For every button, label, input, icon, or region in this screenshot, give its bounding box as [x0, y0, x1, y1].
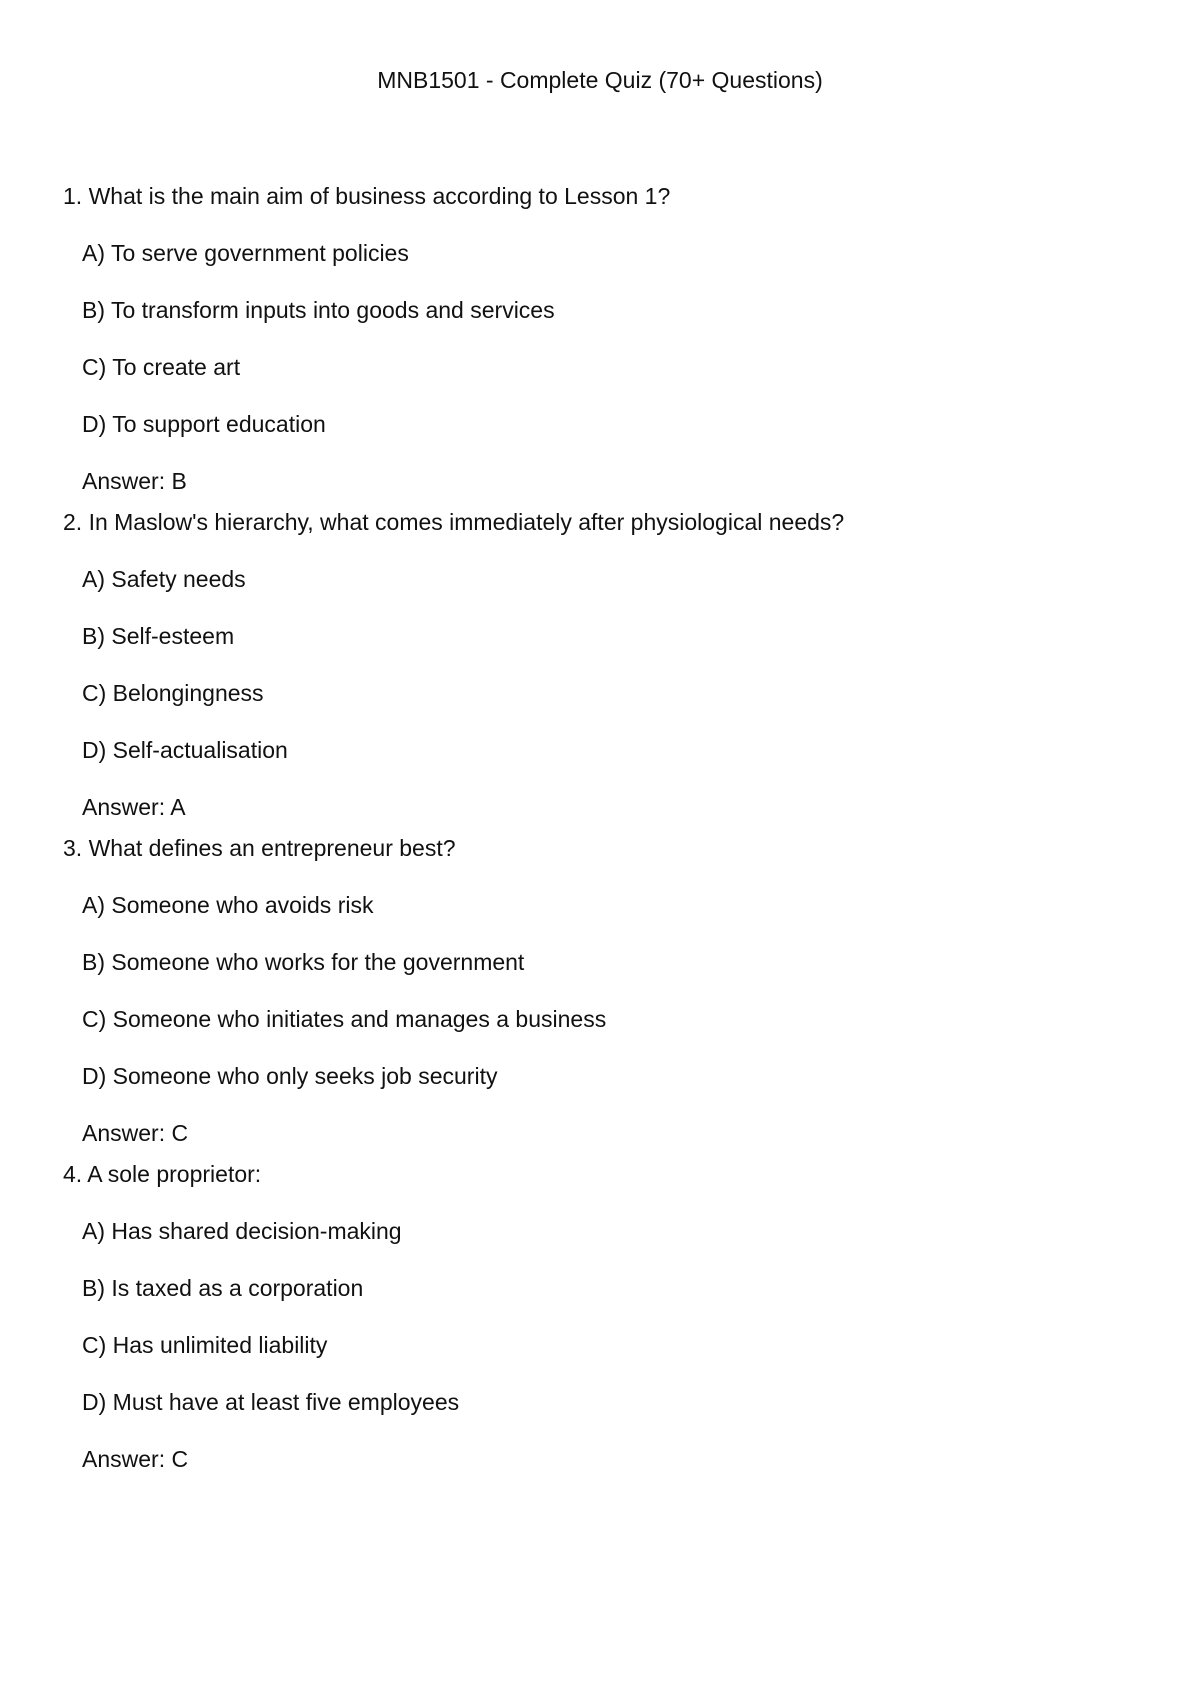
option-a: A) Someone who avoids risk	[82, 892, 374, 918]
option-d: D) Must have at least five employees	[82, 1389, 460, 1415]
answer: Answer: A	[82, 794, 186, 820]
option-c: C) To create art	[82, 354, 241, 380]
question-4	[63, 1160, 1143, 1473]
question-3	[63, 834, 1143, 1147]
answer: Answer: C	[82, 1120, 189, 1146]
page-title: MNB1501 - Complete Quiz (70+ Questions)	[377, 67, 823, 93]
option-b: B) Self-esteem	[82, 623, 235, 649]
answer: Answer: C	[82, 1446, 189, 1472]
question-list	[63, 182, 1143, 1486]
question-text: 3. What defines an entrepreneur best?	[63, 835, 456, 861]
option-b: B) Is taxed as a corporation	[82, 1275, 364, 1301]
answer: Answer: B	[82, 468, 187, 494]
option-a: A) To serve government policies	[82, 240, 409, 266]
option-a: A) Safety needs	[82, 566, 246, 592]
option-c: C) Someone who initiates and manages a business	[82, 1006, 607, 1032]
question-text: 1. What is the main aim of business according to Lesson 1?	[63, 183, 671, 209]
option-d: D) To support education	[82, 411, 326, 437]
option-a: A) Has shared decision-making	[82, 1218, 402, 1244]
option-c: C) Belongingness	[82, 680, 264, 706]
option-d: D) Someone who only seeks job security	[82, 1063, 498, 1089]
question-text: 4. A sole proprietor:	[63, 1161, 262, 1187]
option-d: D) Self-actualisation	[82, 737, 288, 763]
option-b: B) Someone who works for the government	[82, 949, 525, 975]
question-text: 2. In Maslow's hierarchy, what comes immediately after physiological needs?	[63, 509, 845, 535]
question-1	[63, 182, 1143, 495]
question-2	[63, 508, 1143, 821]
option-c: C) Has unlimited liability	[82, 1332, 328, 1358]
option-b: B) To transform inputs into goods and services	[82, 297, 555, 323]
